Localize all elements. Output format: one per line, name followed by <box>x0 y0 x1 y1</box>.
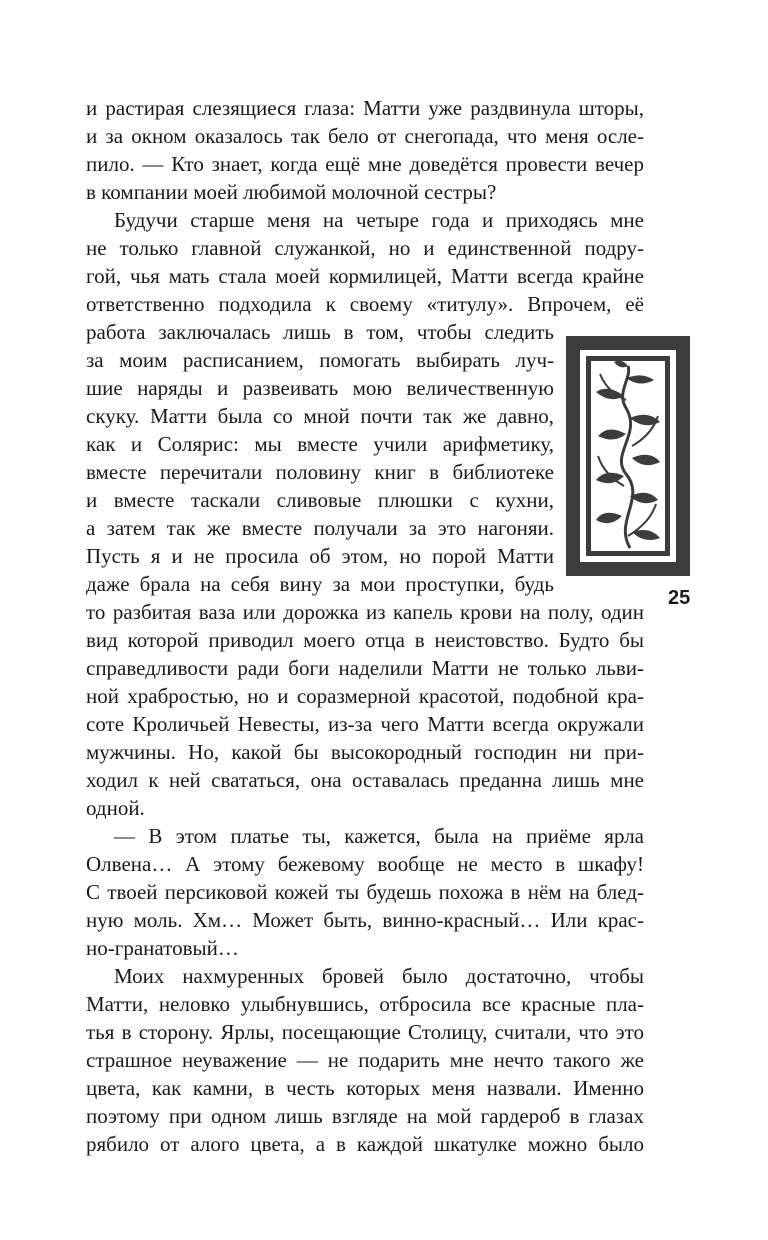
text-line: Моих нахмуренных бровей было достаточно, чтобы <box>114 964 644 988</box>
text-line: Будучи старше меня на четыре года и приходясь мне <box>114 208 644 232</box>
text-line: Матти, неловко улыбнувшись, отбросила все красные пла- <box>86 992 644 1016</box>
text-line: за моим расписанием, помогать выбирать луч- <box>86 348 554 372</box>
text-line: рябило от алого цвета, а в каждой шкатулке можно было <box>86 1132 644 1156</box>
page-number: 25 <box>668 587 691 609</box>
text-line: С твоей персиковой кожей ты будешь похожа в нём на блед- <box>86 880 644 904</box>
text-line: но-гранатовый… <box>86 936 239 960</box>
text-line: как и Солярис: мы вместе учили арифметику, <box>86 432 554 456</box>
text-line: ходил к ней свататься, она оставалась преданна лишь мне <box>86 768 644 792</box>
text-line: страшное неуважение — не подарить мне нечто такого же <box>86 1048 644 1072</box>
text-line: пило. — Кто знает, когда ещё мне доведётся провести вечер <box>86 152 644 176</box>
text-line: работа заключалась лишь в том, чтобы следить <box>86 320 554 344</box>
text-line: мужчины. Но, какой бы высокородный господин ни при- <box>86 740 644 764</box>
text-line: вид которой приводил моего отца в неистовство. Будто бы <box>86 628 644 652</box>
text-line: гой, чья мать стала моей кормилицей, Матти всегда крайне <box>86 264 644 288</box>
text-line: в компании моей любимой молочной сестры? <box>86 180 497 204</box>
text-line: — В этом платье ты, кажется, была на приёме ярла <box>114 824 644 848</box>
text-line: и вместе таскали сливовые плюшки с кухни, <box>86 488 554 512</box>
text-line: ответственно подходила к своему «титулу». Впрочем, её <box>86 292 644 316</box>
text-line: даже брала на себя вину за мои проступки, будь <box>86 572 554 596</box>
text-line: скуку. Матти была со мной почти так же давно, <box>86 404 554 428</box>
text-line: то разбитая ваза или дорожка из капель крови на полу, один <box>86 600 644 624</box>
text-line: а затем так же вместе получали за это нагоняи. <box>86 516 554 540</box>
text-line: тья в сторону. Ярлы, посещающие Столицу, считали, что это <box>86 1020 644 1044</box>
text-line: поэтому при одном лишь взгляде на мой гардероб в глазах <box>86 1104 644 1128</box>
text-line: ную моль. Хм… Может быть, винно-красный… Или крас- <box>86 908 644 932</box>
text-line: соте Кроличьей Невесты, из-за чего Матти всегда окружали <box>86 712 644 736</box>
text-line: и растирая слезящиеся глаза: Матти уже раздвинула шторы, <box>86 96 644 120</box>
text-line: и за окном оказалось так бело от снегопада, что меня осле- <box>86 124 644 148</box>
leaf-vine-ornament-icon <box>566 336 690 576</box>
text-line: Пусть я и не просила об этом, но порой Матти <box>86 544 554 568</box>
text-line: справедливости ради боги наделили Матти не только льви- <box>86 656 644 680</box>
text-line: ной храбростью, но и соразмерной красотой, подобной кра- <box>86 684 644 708</box>
text-line: Олвена… А этому бежевому вообще не место в шкафу! <box>86 852 644 876</box>
text-line: одной. <box>86 796 145 820</box>
text-line: цвета, как камни, в честь которых меня назвали. Именно <box>86 1076 644 1100</box>
text-line: шие наряды и развеивать мою величественную <box>86 376 554 400</box>
text-line: не только главной служанкой, но и единственной подру- <box>86 236 644 260</box>
text-line: вместе перечитали половину книг в библиотеке <box>86 460 554 484</box>
